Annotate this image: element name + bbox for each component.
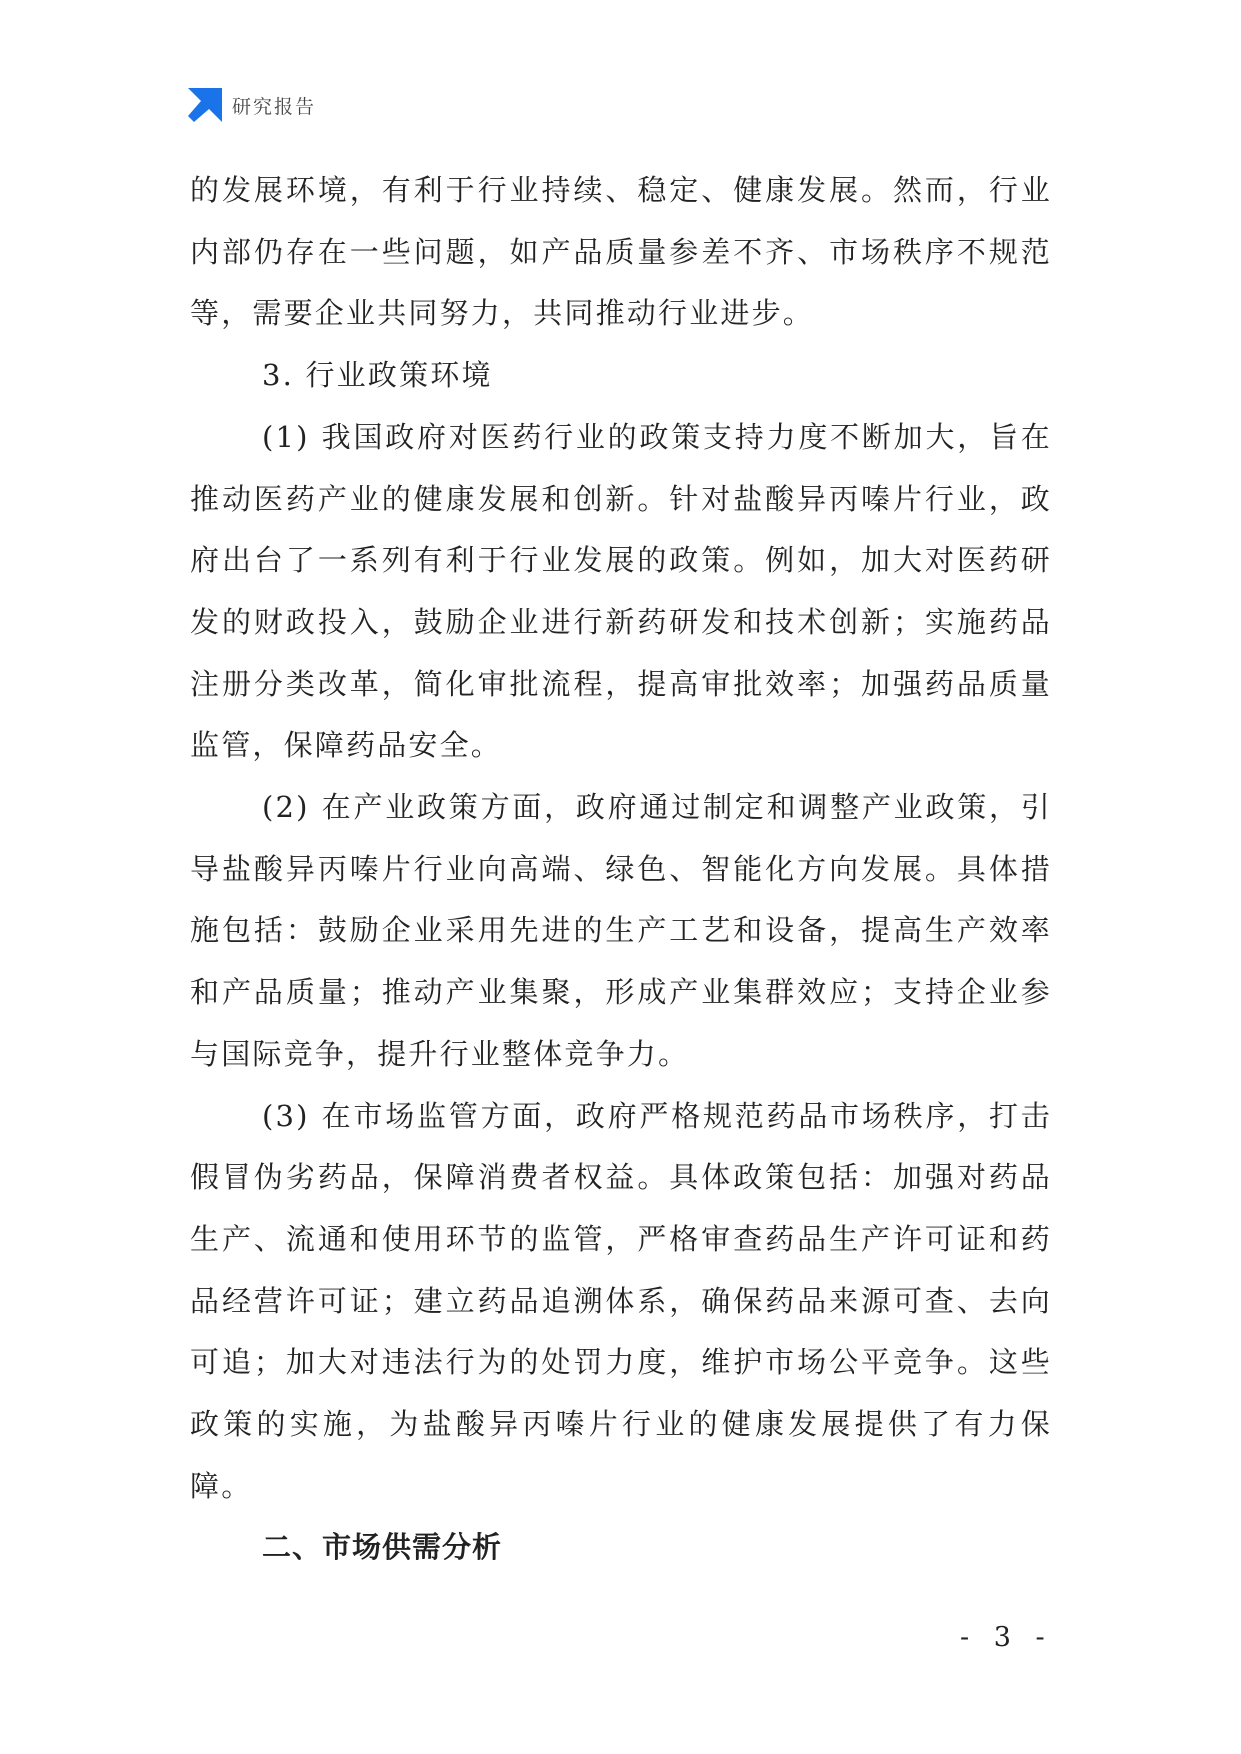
paragraph-continuation: 的发展环境，有利于行业持续、稳定、健康发展。然而，行业内部仍存在一些问题，如产品质量参差不齐、市场秩序不规范等，需要企业共同努力，共同推动行业进步。 bbox=[190, 173, 1052, 331]
section-title: 二、市场供需分析 bbox=[262, 1530, 503, 1565]
paragraph-policy-2: (2) 在产业政策方面，政府通过制定和调整产业政策，引导盐酸异丙嗪片行业向高端、绿色、智能化方向发展。具体措施包括：鼓励企业采用先进的生产工艺和设备，提高生产效率和产品质量；推动产业集聚，形成产业集群效应；支持企业参与国际竞争，提升行业整体竞争力。 bbox=[190, 790, 1052, 1071]
paragraph-policy-1: (1) 我国政府对医药行业的政策支持力度不断加大，旨在推动医药产业的健康发展和创新。针对盐酸异丙嗪片行业，政府出台了一系列有利于行业发展的政策。例如，加大对医药研发的财政投入，鼓励企业进行新药研发和技术创新；实施药品注册分类改革，简化审批流程，提高审批效率；加强药品质量监管，保障药品安全。 bbox=[190, 419, 1052, 763]
report-header bbox=[188, 88, 316, 122]
header-title: 研究报告 bbox=[232, 95, 317, 118]
paragraph-policy-3: (3) 在市场监管方面，政府严格规范药品市场秩序，打击假冒伪劣药品，保障消费者权益。具体政策包括：加强对药品生产、流通和使用环节的监管，严格审查药品生产许可证和药品经营许可证；建立药品追溯体系，确保药品来源可查、去向可追；加大对违法行为的处罚力度，维护市场公平竞争。这些政策的实施，为盐酸异丙嗪片行业的健康发展提供了有力保障。 bbox=[190, 1098, 1052, 1503]
arrow-up-right-icon bbox=[188, 88, 222, 122]
document-body bbox=[190, 160, 1052, 1579]
page-number: - 3 - bbox=[960, 1622, 1053, 1653]
subsection-title: 3. 行业政策环境 bbox=[262, 358, 493, 393]
